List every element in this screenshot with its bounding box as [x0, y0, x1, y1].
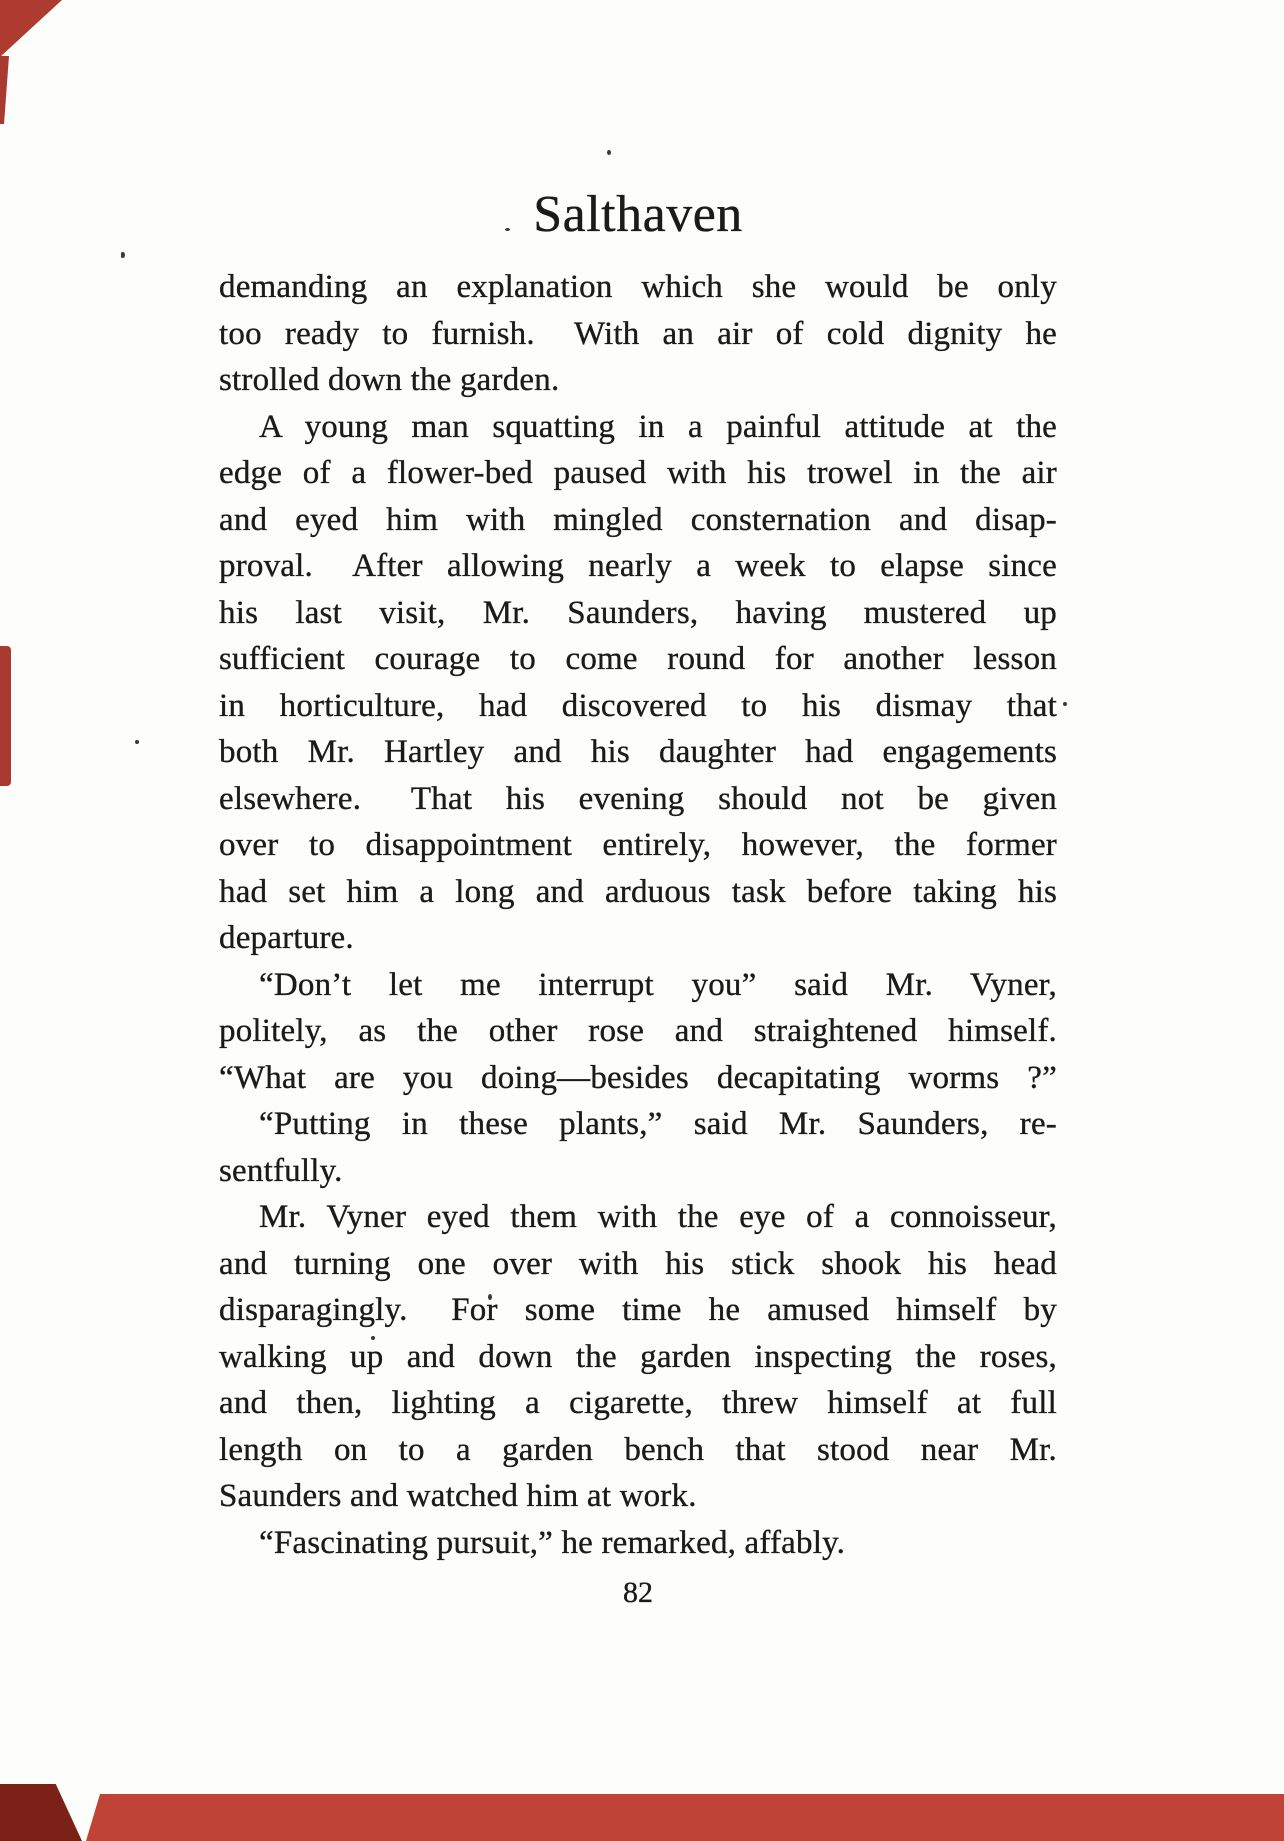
text-line: Saunders and watched him at work. — [219, 1478, 697, 1514]
scan-artifact-top-left-corner — [0, 0, 62, 57]
page-title: Salthaven — [533, 186, 743, 243]
scan-speck — [1063, 702, 1067, 706]
paragraph — [219, 962, 1057, 1102]
text-line: “Putting in these plants,” said Mr. Saunders, re- — [259, 1106, 1057, 1142]
paragraph — [219, 404, 1057, 962]
text-line: “Fascinating pursuit,” he remarked, affably. — [259, 1524, 846, 1561]
scan-artifact-bottom-left-dark — [0, 1784, 82, 1841]
text-line: disparagingly. For some time he amused himself by — [219, 1292, 1057, 1328]
scan-speck — [135, 740, 139, 744]
text-line: walking up and down the garden inspecting the roses, — [219, 1338, 1057, 1375]
text-line: proval. After allowing nearly a week to elapse since — [219, 548, 1057, 584]
text-line: had set him a long and arduous task before taking his — [219, 873, 1057, 910]
text-line: “Don’t let me interrupt you” said Mr. Vyner, — [259, 966, 1057, 1003]
scan-speck — [121, 252, 125, 258]
text-line: over to disappointment entirely, however, the former — [219, 827, 1057, 863]
paragraph — [219, 264, 1057, 404]
text-line: demanding an explanation which she would be only — [219, 269, 1057, 305]
text-line: strolled down the garden. — [219, 362, 560, 398]
scan-artifact-left-edge-sliver — [0, 56, 9, 124]
text-line: his last visit, Mr. Saunders, having mustered up — [219, 594, 1057, 631]
text-line: and eyed him with mingled consternation and disap- — [219, 501, 1057, 538]
text-line: sentfully. — [219, 1152, 343, 1189]
scan-artifact-bottom-strip — [86, 1794, 1284, 1841]
text-line: and then, lighting a cigarette, threw himself at full — [219, 1385, 1057, 1421]
text-line: both Mr. Hartley and his daughter had engagements — [219, 734, 1057, 770]
paragraph — [219, 1101, 1057, 1194]
body-paragraphs — [219, 264, 1057, 1566]
text-line: elsewhere. That his evening should not be given — [219, 780, 1057, 817]
text-line: length on to a garden bench that stood near Mr. — [219, 1431, 1057, 1468]
text-line: departure. — [219, 920, 354, 956]
paragraph — [219, 1520, 1057, 1567]
text-line: too ready to furnish. With an air of cold dignity he — [219, 315, 1057, 352]
text-line: edge of a flower-bed paused with his trowel in the air — [219, 455, 1057, 491]
text-line: in horticulture, had discovered to his dismay that — [219, 687, 1057, 724]
scan-artifact-left-edge-bar — [0, 646, 11, 786]
text-line: and turning one over with his stick shook his head — [219, 1245, 1057, 1282]
scan-speck — [607, 150, 611, 155]
text-line: Mr. Vyner eyed them with the eye of a connoisseur, — [259, 1199, 1057, 1235]
text-line: politely, as the other rose and straightened himself. — [219, 1013, 1057, 1049]
text-line: “What are you doing—besides decapitating worms ?” — [219, 1059, 1057, 1096]
paragraph — [219, 1194, 1057, 1520]
text-line: A young man squatting in a painful attitude at the — [259, 408, 1057, 445]
text-line: sufficient courage to come round for another lesson — [219, 641, 1057, 677]
page-number: 82 — [623, 1576, 653, 1609]
